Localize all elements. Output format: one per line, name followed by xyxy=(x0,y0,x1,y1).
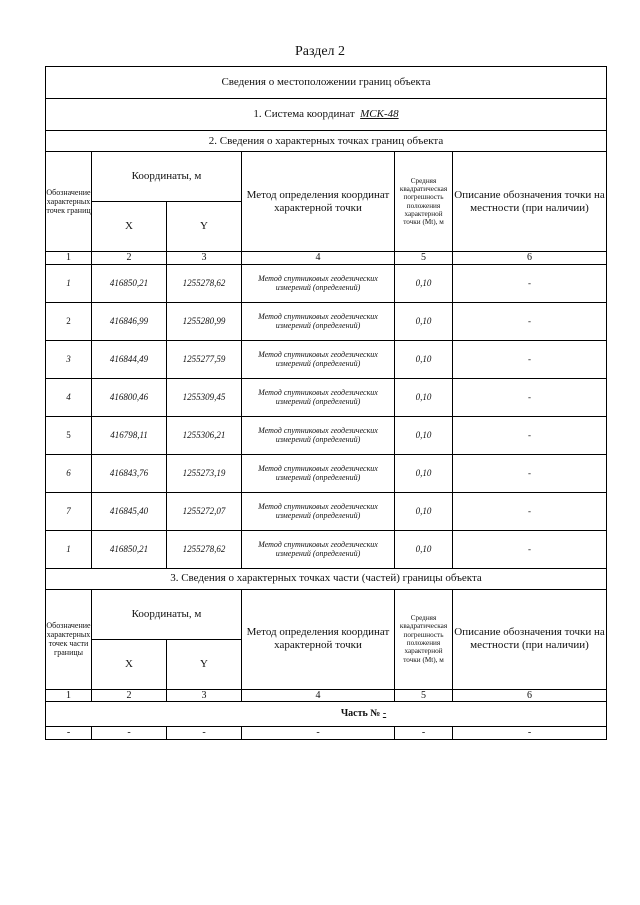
s3-col-coords-header: Координаты, м xyxy=(92,589,242,639)
cell-point: 3 xyxy=(46,340,92,378)
cell-y: 1255309,45 xyxy=(167,378,242,416)
cell-accuracy: 0,10 xyxy=(395,416,453,454)
cell-method: Метод спутниковых геодезических измерений (определений) xyxy=(242,454,395,492)
s3-num-4: 4 xyxy=(242,689,395,702)
cell-method: Метод спутниковых геодезических измерений (определений) xyxy=(242,302,395,340)
s3-col-point-header: Обозначение характерных точек части границы xyxy=(46,589,92,689)
cell-method: Метод спутниковых геодезических измерений (определений) xyxy=(242,416,395,454)
s2-num-4: 4 xyxy=(242,252,395,265)
cell-x: 416850,21 xyxy=(92,264,167,302)
cell-x: 416800,46 xyxy=(92,378,167,416)
cell-point: 1 xyxy=(46,530,92,568)
boundary-form-table xyxy=(45,66,607,740)
s3-num-6: 6 xyxy=(453,689,607,702)
s2-col-y-header: Y xyxy=(167,202,242,252)
cell-x: 416844,49 xyxy=(92,340,167,378)
s3-col-desc-header: Описание обозначения точки на местности (при наличии) xyxy=(453,589,607,689)
cell-method: Метод спутниковых геодезических измерений (определений) xyxy=(242,530,395,568)
cell-y: 1255272,07 xyxy=(167,492,242,530)
cell-accuracy: 0,10 xyxy=(395,492,453,530)
cell-accuracy: 0,10 xyxy=(395,302,453,340)
cell-y: 1255277,59 xyxy=(167,340,242,378)
cell-x: 416843,76 xyxy=(92,454,167,492)
cell-desc: - xyxy=(453,492,607,530)
s2-col-method-header: Метод определения координат характерной точки xyxy=(242,152,395,252)
cell-point: 2 xyxy=(46,302,92,340)
s3-part-row xyxy=(46,702,607,727)
object-header: Сведения о местоположении границ объекта xyxy=(46,67,607,99)
cell-x: 416798,11 xyxy=(92,416,167,454)
cell-y: 1255273,19 xyxy=(167,454,242,492)
table-row xyxy=(46,340,607,378)
cell-x: 416845,40 xyxy=(92,492,167,530)
cell-desc: - xyxy=(453,454,607,492)
cell-point: 6 xyxy=(46,454,92,492)
s3-part-cell xyxy=(46,702,607,727)
cell-desc: - xyxy=(453,530,607,568)
table-row xyxy=(46,264,607,302)
s2-num-1: 1 xyxy=(46,252,92,265)
table-row xyxy=(46,492,607,530)
cell-x: 416850,21 xyxy=(92,530,167,568)
s3-num-5: 5 xyxy=(395,689,453,702)
s3-col-x-header: X xyxy=(92,639,167,689)
coord-system-label: 1. Система координат xyxy=(253,108,355,121)
s3-num-2: 2 xyxy=(92,689,167,702)
s2-num-2: 2 xyxy=(92,252,167,265)
s3-empty-3: - xyxy=(167,727,242,740)
s2-number-row xyxy=(46,252,607,265)
cell-desc: - xyxy=(453,340,607,378)
cell-y: 1255278,62 xyxy=(167,530,242,568)
s3-empty-6: - xyxy=(453,727,607,740)
cell-y: 1255280,99 xyxy=(167,302,242,340)
cell-point: 4 xyxy=(46,378,92,416)
s2-num-3: 3 xyxy=(167,252,242,265)
s2-col-coords-header: Координаты, м xyxy=(92,152,242,202)
cell-point: 5 xyxy=(46,416,92,454)
cell-accuracy: 0,10 xyxy=(395,378,453,416)
cell-point: 7 xyxy=(46,492,92,530)
s3-part-value: - xyxy=(382,708,387,720)
table-row xyxy=(46,454,607,492)
cell-y: 1255278,62 xyxy=(167,264,242,302)
s2-col-desc-header: Описание обозначения точки на местности (при наличии) xyxy=(453,152,607,252)
cell-method: Метод спутниковых геодезических измерений (определений) xyxy=(242,378,395,416)
cell-accuracy: 0,10 xyxy=(395,530,453,568)
section2-heading: 2. Сведения о характерных точках границ объекта xyxy=(46,131,607,152)
cell-y: 1255306,21 xyxy=(167,416,242,454)
s2-col-x-header: X xyxy=(92,202,167,252)
s3-empty-5: - xyxy=(395,727,453,740)
s2-num-5: 5 xyxy=(395,252,453,265)
cell-desc: - xyxy=(453,378,607,416)
s3-empty-row xyxy=(46,727,607,740)
page-title: Раздел 2 xyxy=(294,44,346,59)
cell-point: 1 xyxy=(46,264,92,302)
coord-system-row xyxy=(46,99,607,131)
coord-system-value: МСК-48 xyxy=(360,108,399,121)
s3-empty-4: - xyxy=(242,727,395,740)
table-row xyxy=(46,530,607,568)
table-row xyxy=(46,416,607,454)
s3-num-1: 1 xyxy=(46,689,92,702)
s3-col-accuracy-header: Средняя квадратическая погрешность положения характерной точки (Mt), м xyxy=(395,589,453,689)
cell-desc: - xyxy=(453,264,607,302)
s2-col-point-header: Обозначение характерных точек границ xyxy=(46,152,92,252)
s3-empty-1: - xyxy=(46,727,92,740)
table-row xyxy=(46,378,607,416)
s3-num-3: 3 xyxy=(167,689,242,702)
section3-heading: 3. Сведения о характерных точках части (частей) границы объекта xyxy=(46,568,607,589)
cell-method: Метод спутниковых геодезических измерений (определений) xyxy=(242,264,395,302)
table-row xyxy=(46,302,607,340)
s3-col-method-header: Метод определения координат характерной точки xyxy=(242,589,395,689)
s2-num-6: 6 xyxy=(453,252,607,265)
s3-part-label: Часть № xyxy=(340,708,381,720)
cell-accuracy: 0,10 xyxy=(395,454,453,492)
cell-desc: - xyxy=(453,302,607,340)
cell-desc: - xyxy=(453,416,607,454)
cell-x: 416846,99 xyxy=(92,302,167,340)
s2-col-accuracy-header: Средняя квадратическая погрешность положения характерной точки (Mt), м xyxy=(395,152,453,252)
cell-method: Метод спутниковых геодезических измерений (определений) xyxy=(242,492,395,530)
s3-empty-2: - xyxy=(92,727,167,740)
s3-col-y-header: Y xyxy=(167,639,242,689)
cell-accuracy: 0,10 xyxy=(395,340,453,378)
cell-accuracy: 0,10 xyxy=(395,264,453,302)
s3-number-row xyxy=(46,689,607,702)
cell-method: Метод спутниковых геодезических измерений (определений) xyxy=(242,340,395,378)
